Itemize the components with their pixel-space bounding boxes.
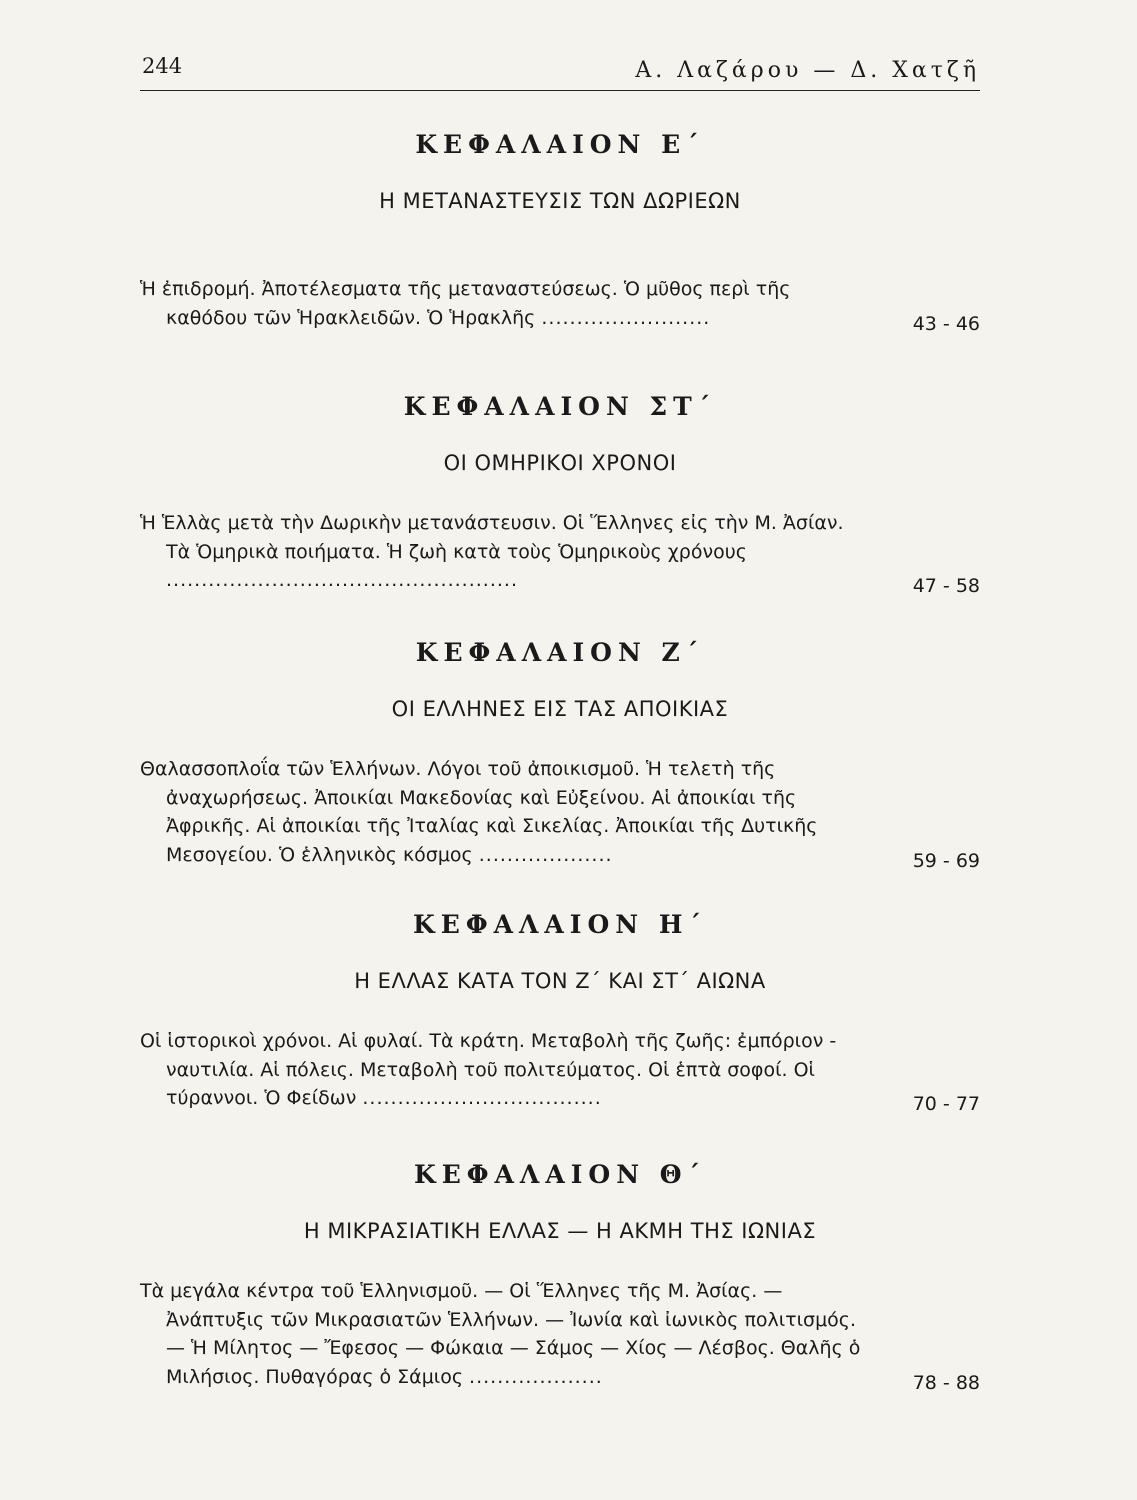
leader-dots: .................................................. bbox=[166, 569, 518, 591]
entry-text: Θαλασσοπλοΐα τῶν Ἑλλήνων. Λόγοι τοῦ ἀποικισμοῦ. Ἡ τελετὴ τῆς ἀναχωρήσεως. Ἀποικίαι Μακεδονίας καὶ Εὐξείνου. Αἱ ἀποικίαι τῆς Ἀφρικῆς. Αἱ ἀποικίαι τῆς Ἰταλίας καὶ Σικελίας. Ἀποικίαι τῆς Δυτικῆς Μεσογείου. Ὁ ἑλληνικὸς κόσμος bbox=[140, 758, 818, 866]
chapter-label: ΚΕΦΑΛΑΙΟΝ Ζ΄ bbox=[415, 638, 705, 667]
running-head: Α. Λαζάρου — Δ. Χατζῆ bbox=[635, 58, 980, 83]
entry-text: Τὰ μεγάλα κέντρα τοῦ Ἑλληνισμοῦ. — Οἱ Ἕλληνες τῆς Μ. Ἀσίας. — Ἀνάπτυξις τῶν Μικρασιατῶν Ἑλλήνων. — Ἰωνία καὶ ἰωνικὸς πολιτισμός. — Ἡ Μίλητος — Ἔφεσος — Φώκαια — Σάμος — Χίος — Λέσβος. Θαλῆς ὁ Μιλήσιος. Πυθαγόρας ὁ Σάμιος bbox=[140, 1280, 861, 1388]
entry-text: Ἡ Ἑλλὰς μετὰ τὴν Δωρικὴν μετανάστευσιν. Οἱ Ἕλληνες εἰς τὴν Μ. Ἀσίαν. Τὰ Ὁμηρικὰ ποιήματα. Ἡ ζωὴ κατὰ τοὺς Ὁμηρικοὺς χρόνους bbox=[140, 512, 844, 563]
toc-entry bbox=[140, 1277, 980, 1394]
page-header bbox=[140, 52, 980, 91]
entry-text: Οἱ ἱστορικοὶ χρόνοι. Αἱ φυλαί. Τὰ κράτη. Μεταβολὴ τῆς ζωῆς: ἐμπόριον - ναυτιλία. Αἱ πόλεις. Μεταβολὴ τοῦ πολιτεύματος. Οἱ ἑπτὰ σοφοί. Οἱ τύραννοι. Ὁ Φείδων bbox=[140, 1030, 837, 1109]
leader-dots: ........................ bbox=[541, 306, 711, 329]
leader-dots: .................................. bbox=[362, 1087, 602, 1109]
chapter-title: Η ΕΛΛΑΣ ΚΑΤΑ ΤΟΝ Ζ΄ ΚΑΙ ΣΤ΄ ΑΙΩΝΑ bbox=[354, 969, 766, 993]
page-range: 47 - 58 bbox=[912, 575, 980, 597]
page-range: 59 - 69 bbox=[912, 849, 980, 872]
chapter-title: ΟΙ ΟΜΗΡΙΚΟΙ ΧΡΟΝΟΙ bbox=[443, 451, 677, 475]
chapter-8 bbox=[140, 910, 980, 1113]
toc-entry bbox=[140, 275, 980, 335]
page-number: 244 bbox=[142, 54, 183, 78]
chapter-6 bbox=[140, 392, 980, 595]
chapter-label: ΚΕΦΑΛΑΙΟΝ Ε΄ bbox=[415, 130, 705, 159]
chapter-title: Η ΜΕΤΑΝΑΣΤΕΥΣΙΣ ΤΩΝ ΔΩΡΙΕΩΝ bbox=[379, 189, 741, 213]
page-range: 70 - 77 bbox=[912, 1093, 980, 1115]
chapter-label: ΚΕΦΑΛΑΙΟΝ ΣΤ΄ bbox=[403, 392, 717, 421]
page-range: 78 - 88 bbox=[912, 1371, 980, 1394]
leader-dots: ................... bbox=[478, 843, 613, 866]
chapter-7 bbox=[140, 638, 980, 872]
entry-text: Ἡ ἐπιδρομή. Ἀποτέλεσματα τῆς μεταναστεύσεως. Ὁ μῦθος περὶ τῆς καθόδου τῶν Ἡρακλειδῶν. Ὁ Ἡρακλῆς bbox=[140, 278, 791, 329]
chapter-label: ΚΕΦΑΛΑΙΟΝ Θ΄ bbox=[413, 1160, 707, 1189]
toc-entry bbox=[140, 1027, 980, 1113]
page-range: 43 - 46 bbox=[912, 312, 980, 335]
chapter-title: Η ΜΙΚΡΑΣΙΑΤΙΚΗ ΕΛΛΑΣ — Η ΑΚΜΗ ΤΗΣ ΙΩΝΙΑΣ bbox=[303, 1219, 817, 1243]
toc-entry bbox=[140, 755, 980, 872]
chapter-9 bbox=[140, 1160, 980, 1394]
toc-entry bbox=[140, 509, 980, 595]
chapter-title: ΟΙ ΕΛΛΗΝΕΣ ΕΙΣ ΤΑΣ ΑΠΟΙΚΙΑΣ bbox=[391, 697, 729, 721]
chapter-label: ΚΕΦΑΛΑΙΟΝ Η΄ bbox=[413, 910, 707, 939]
chapter-5 bbox=[140, 130, 980, 335]
leader-dots: ................... bbox=[469, 1365, 603, 1388]
